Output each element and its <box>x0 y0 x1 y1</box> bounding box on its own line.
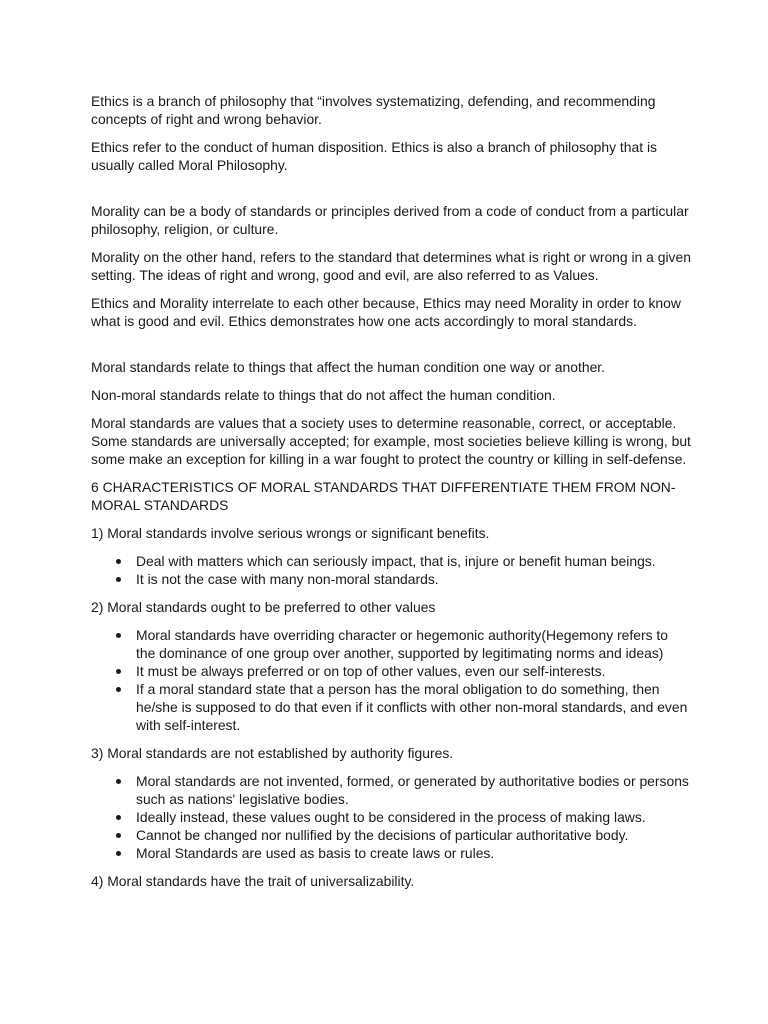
list-item: It must be always preferred or on top of other values, even our self-interests. <box>136 662 691 680</box>
paragraph-morality-definition: Morality can be a body of standards or principles derived from a code of conduct from a particular philosophy, religion, or culture. <box>91 203 689 237</box>
characteristic-title: 4) Moral standards have the trait of universalizability. <box>91 873 415 889</box>
section-heading: 6 CHARACTERISTICS OF MORAL STANDARDS THAT DIFFERENTIATE THEM FROM NON-MORAL STANDARDS <box>91 479 676 513</box>
characteristic-title: 1) Moral standards involve serious wrongs or significant benefits. <box>91 525 490 541</box>
document-page <box>91 92 691 900</box>
list-item: Cannot be changed nor nullified by the decisions of particular authoritative body. <box>136 826 691 844</box>
paragraph-ethics-definition: Ethics is a branch of philosophy that “involves systematizing, defending, and recommending concepts of right and wrong behavior. <box>91 93 656 127</box>
list-item: If a moral standard state that a person has the moral obligation to do something, then he/she is supposed to do that even if it conflicts with other non-moral standards, and even with self-interest. <box>136 680 691 734</box>
list-item: Moral standards are not invented, formed, or generated by authoritative bodies or persons such as nations' legislative bodies. <box>136 772 691 808</box>
list-item: Ideally instead, these values ought to be considered in the process of making laws. <box>136 808 691 826</box>
list-item: Deal with matters which can seriously impact, that is, injure or benefit human beings. <box>136 552 691 570</box>
bullet-list <box>91 772 691 862</box>
bullet-list <box>91 552 691 588</box>
characteristic-title: 2) Moral standards ought to be preferred to other values <box>91 599 436 615</box>
list-item: Moral Standards are used as basis to create laws or rules. <box>136 844 691 862</box>
spacer <box>91 340 691 358</box>
paragraph-morality-standard: Morality on the other hand, refers to the standard that determines what is right or wrong in a given setting. The ideas of right and wrong, good and evil, are also referred to as Values. <box>91 249 691 283</box>
list-item: It is not the case with many non-moral standards. <box>136 570 691 588</box>
characteristic-title: 3) Moral standards are not established by authority figures. <box>91 745 454 761</box>
bullet-list <box>91 626 691 734</box>
paragraph-moral-standards: Moral standards relate to things that affect the human condition one way or another. <box>91 359 606 375</box>
paragraph-ethics-conduct: Ethics refer to the conduct of human disposition. Ethics is also a branch of philosophy that is usually called Moral Philosophy. <box>91 139 657 173</box>
paragraph-moral-standards-values: Moral standards are values that a society uses to determine reasonable, correct, or acceptable. Some standards are universally accepted; for example, most societies believe killing is wrong, but some make an exception for killing in a war fought to protect the country or killing in self-defense. <box>91 415 691 467</box>
spacer <box>91 184 691 202</box>
paragraph-ethics-morality-relation: Ethics and Morality interrelate to each other because, Ethics may need Morality in order to know what is good and evil. Ethics demonstrates how one acts accordingly to moral standards. <box>91 295 681 329</box>
paragraph-non-moral-standards: Non-moral standards relate to things that do not affect the human condition. <box>91 387 556 403</box>
list-item: Moral standards have overriding character or hegemonic authority(Hegemony refers to the dominance of one group over another, supported by legitimating norms and ideas) <box>136 626 691 662</box>
